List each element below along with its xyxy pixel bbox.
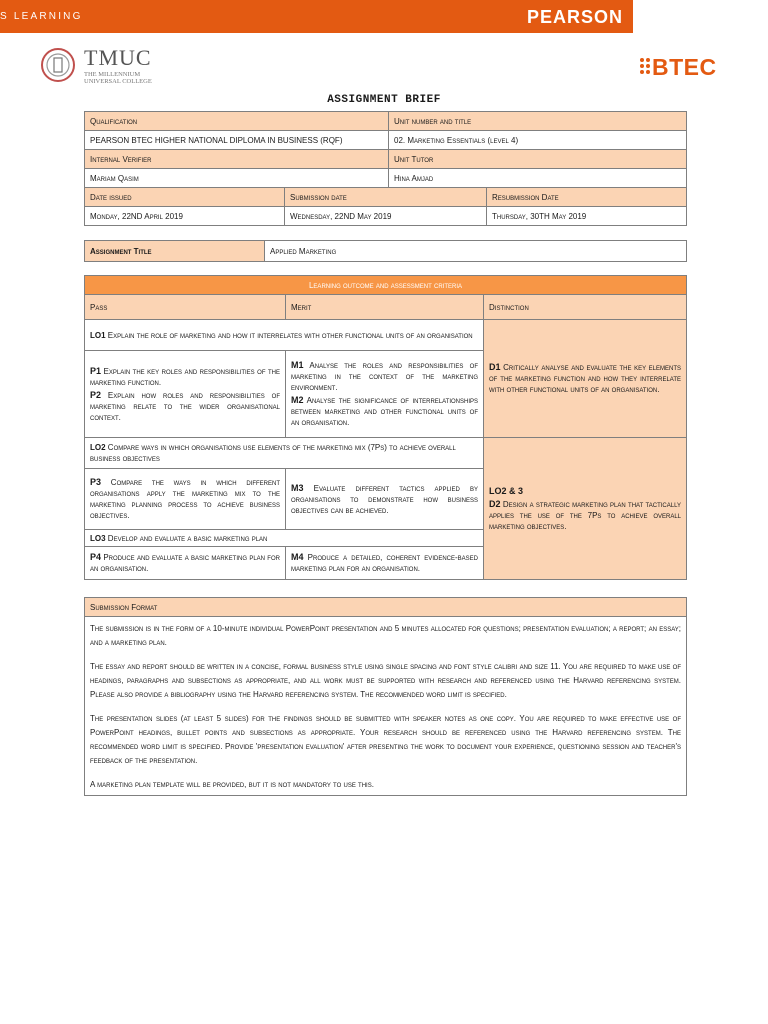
lo2-code: LO2: [90, 443, 106, 452]
lo2-row: [85, 438, 484, 469]
m3-cell: [286, 469, 484, 530]
pearson-logo: PEARSON: [526, 7, 623, 27]
submission-format-table: [84, 597, 687, 796]
p1-p2-cell: [85, 351, 286, 438]
lo3-text: Develop and evaluate a basic marketing plan: [107, 533, 268, 543]
college-subtitle-line2: UNIVERSAL COLLEGE: [84, 78, 152, 85]
p3-text: Compare the ways in which different organisations apply the marketing mix to the marketing planning process to achieve business objectives.: [90, 478, 280, 520]
tmuc-logo: [40, 45, 170, 85]
p3-code: P3: [90, 477, 102, 487]
p4-code: P4: [90, 552, 102, 562]
assignment-title-value: Applied Marketing: [265, 241, 687, 262]
submission-para-4: A marketing plan template will be provided, but it is not mandatory to use this.: [90, 780, 374, 789]
issued-value: Monday, 22ND April 2019: [85, 207, 285, 226]
m1-text: Analyse the roles and responsibilities of marketing in the context of the marketing environment.: [291, 361, 478, 392]
p3-cell: [85, 469, 286, 530]
d1-text: Critically analyse and evaluate the key elements of the marketing function and how they interrelate with other functional units of an organisation.: [489, 363, 682, 394]
lo3-row: [85, 530, 484, 547]
m4-code: M4: [291, 552, 304, 562]
pearson-header-bar: [0, 0, 633, 33]
col-pass: Pass: [85, 295, 286, 320]
lo2-text: Compare ways in which organisations use elements of the marketing mix (7Ps) to achieve overall business objectives: [90, 443, 456, 463]
criteria-heading: Learning outcome and assessment criteria: [85, 276, 687, 295]
qualification-label: Qualification: [85, 112, 389, 131]
m3-text: Evaluate different tactics applied by organisations to demonstrate how business objectives can be achieved.: [291, 483, 478, 515]
p1-code: P1: [90, 365, 102, 376]
p4-text: Produce and evaluate a basic marketing plan for an organisation.: [90, 553, 280, 573]
submission-para-2: The essay and report should be written in a concise, formal business style using single spacing and font style calibri and size 11. You are required to make use of headings, paragraphs and subsections as appropriate, and all work must be supported with research and referenced using the Harvard referencing system. Please also provide a bibliography using the Harvard referencing system. The recommended word limit is specified.: [90, 662, 681, 699]
submission-value: Wednesday, 22ND May 2019: [285, 207, 487, 226]
brief-details-table: [84, 111, 687, 226]
m4-text: Produce a detailed, coherent evidence-based marketing plan for an organisation.: [291, 553, 478, 573]
verifier-label: Internal Verifier: [85, 150, 389, 169]
header-left-text: S LEARNING: [0, 11, 83, 22]
assignment-title-label: Assignment Title: [85, 241, 265, 262]
m2-text: Analyse the significance of interrelationships between marketing and other functional units of an organisation.: [291, 396, 479, 427]
p2-text: Explain how roles and responsibilities of marketing relate to the wider organisational context.: [90, 390, 280, 422]
p2-code: P2: [90, 389, 102, 400]
submission-label: Submission date: [285, 188, 487, 207]
d1-code: D1: [489, 362, 501, 372]
unit-label: Unit number and title: [389, 112, 687, 131]
submission-heading: Submission Format: [85, 598, 687, 617]
col-merit: Merit: [286, 295, 484, 320]
m3-code: M3: [291, 482, 304, 493]
d1-cell: [484, 320, 687, 438]
document-title: ASSIGNMENT BRIEF: [327, 94, 441, 106]
lo1-text: Explain the role of marketing and how it interrelates with other functional units of an organisation: [107, 330, 473, 340]
lo1-code: LO1: [90, 330, 106, 340]
p1-text: Explain the key roles and responsibilities of the marketing function.: [90, 366, 280, 387]
lo1-row: [85, 320, 484, 351]
m1-m2-cell: [286, 351, 484, 438]
qualification-value: PEARSON BTEC HIGHER NATIONAL DIPLOMA IN BUSINESS (RQF): [85, 131, 389, 150]
tutor-value: Hina Amjad: [389, 169, 687, 188]
tutor-label: Unit Tutor: [389, 150, 687, 169]
college-subtitle-line1: THE MILLENNIUM: [84, 71, 141, 78]
m4-cell: [286, 547, 484, 580]
d2-code: D2: [489, 498, 501, 509]
btec-logo-text: BTEC: [652, 54, 717, 80]
issued-label: Date issued: [85, 188, 285, 207]
assignment-title-table: [84, 240, 687, 262]
lo23-label: LO2 & 3: [489, 485, 524, 496]
btec-dots-icon: [638, 56, 652, 80]
col-distinction: Distinction: [484, 295, 687, 320]
d2-text: Design a strategic marketing plan that tactically applies the use of the 7Ps to achieve overall marketing objectives.: [489, 499, 682, 531]
p4-cell: [85, 547, 286, 580]
btec-logo: [638, 54, 733, 84]
resubmission-label: Resubmission Date: [487, 188, 687, 207]
college-seal-icon: [40, 47, 76, 83]
m2-code: M2: [291, 395, 304, 405]
unit-value: 02. Marketing Essentials (level 4): [389, 131, 687, 150]
resubmission-value: Thursday, 30TH May 2019: [487, 207, 687, 226]
lo3-code: LO3: [90, 533, 106, 543]
submission-body: [85, 617, 687, 796]
verifier-value: Mariam Qasim: [85, 169, 389, 188]
submission-para-1: The submission is in the form of a 10-minute individual PowerPoint presentation and 5 minutes allocated for questions; presentation evaluation; a report; an essay; and a marketing plan.: [90, 624, 681, 647]
m1-code: M1: [291, 360, 304, 370]
submission-para-3: The presentation slides (at least 5 slides) for the findings should be submitted with speaker notes as one copy. You are required to make effective use of PowerPoint headings, bullet points and subsections as appropriate. Your research should be referenced using the Harvard referencing system. The recommended word limit is specified. Provide 'presentation evaluation' after presenting the work to document your experience, questioning session and teacher's feedback of the presentation.: [90, 714, 681, 765]
d2-cell: [484, 438, 687, 580]
criteria-table: [84, 275, 687, 580]
college-logo-text: TMUC: [84, 45, 152, 70]
